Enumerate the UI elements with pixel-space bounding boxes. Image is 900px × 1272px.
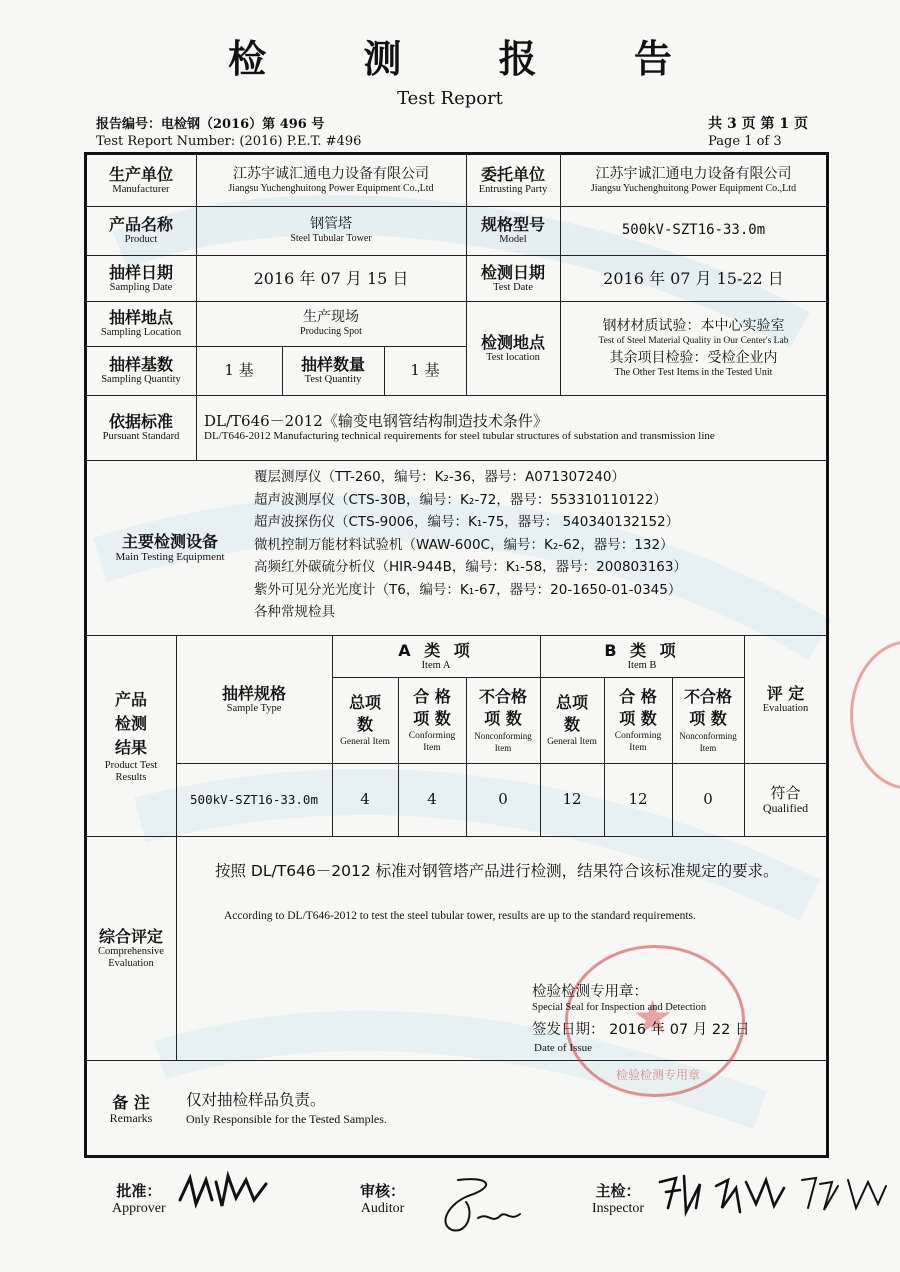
table-row xyxy=(176,763,332,836)
evaluation-header xyxy=(744,635,827,763)
entrusting-value-en: Jiangsu Yuchenghuitong Power Equipment Co.,Ltd xyxy=(590,182,797,194)
evaluation-value-cn: 符合 xyxy=(770,784,801,802)
sample-type-header-en: Sample Type xyxy=(226,702,282,714)
sampling-location-label-en: Sampling Location xyxy=(100,327,182,338)
report-number-cn: 报告编号：电检钢（2016）第 496 号 xyxy=(96,117,325,132)
sampling-location-value-cn: 生产现场 xyxy=(303,309,359,325)
model-value-text: 500kV-SZT16-33.0m xyxy=(621,222,766,238)
list-item: 紫外可见分光光度计（T6，编号：K₁-67，器号：20-1650-01-0345） xyxy=(254,581,682,598)
a-general-text: 4 xyxy=(360,790,370,808)
model-value xyxy=(560,206,827,255)
b-conforming-value xyxy=(604,763,672,836)
b-conforming-header-en: Conforming Item xyxy=(614,731,662,753)
standard-label xyxy=(86,395,196,460)
sampling-location-label xyxy=(86,301,196,346)
product-label xyxy=(86,206,196,255)
sampling-date-label-en: Sampling Date xyxy=(109,281,173,293)
b-nonconforming-header-cn: 不合格 项 数 xyxy=(683,687,732,728)
item-a-header-cn: A 类 项 xyxy=(398,640,474,660)
sampling-quantity-label-en: Sampling Quantity xyxy=(101,374,181,385)
test-location-label-cn: 检测地点 xyxy=(480,332,545,352)
evaluation-header-cn: 评 定 xyxy=(766,683,805,703)
product-value-en: Steel Tubular Tower xyxy=(290,233,372,244)
comprehensive-text-en: According to DL/T646-2012 to test the steel tubular tower, results are up to the standard requirements. xyxy=(224,910,696,922)
seal-label-cn: 检验检测专用章： xyxy=(532,984,648,1000)
entrusting-label-cn: 委托单位 xyxy=(480,164,545,184)
manufacturer-label-en: Manufacturer xyxy=(112,183,170,195)
entrusting-value xyxy=(560,154,827,206)
b-conforming-text: 12 xyxy=(628,790,648,808)
list-item: 微机控制万能材料试验机（WAW-600C，编号：K₂-62，器号：132） xyxy=(254,536,674,553)
report-title: 检 测 报 告 xyxy=(228,36,714,81)
standard-value-cn: DL/T646－2012《输变电钢管结构制造技术条件》 xyxy=(204,411,548,430)
b-conforming-header-cn: 合 格 项 数 xyxy=(619,687,657,728)
a-conforming-header-cn: 合 格 项 数 xyxy=(413,687,451,728)
comprehensive-label-cn: 综合评定 xyxy=(98,926,163,946)
inspector-block xyxy=(592,1180,644,1217)
item-a-header xyxy=(332,635,540,677)
entrusting-label xyxy=(466,154,560,206)
model-label xyxy=(466,206,560,255)
model-label-en: Model xyxy=(499,234,527,245)
equipment-list xyxy=(254,466,687,624)
seal-label-en: Special Seal for Inspection and Detection xyxy=(532,1002,707,1013)
a-general-header xyxy=(332,677,398,763)
remarks-label-cn: 备 注 xyxy=(112,1092,150,1112)
sampling-date-value xyxy=(196,255,466,301)
test-location-line2-en: The Other Test Items in the Tested Unit xyxy=(614,366,773,378)
item-b-header-en: Item B xyxy=(627,659,657,671)
a-nonconforming-header-en: Nonconforming Item xyxy=(474,731,532,753)
approver-signature xyxy=(176,1170,276,1220)
test-date-label xyxy=(466,255,560,301)
test-quantity-text: 1 基 xyxy=(410,361,440,379)
manufacturer-label-cn: 生产单位 xyxy=(108,164,173,184)
manufacturer-value xyxy=(196,154,466,206)
sampling-quantity-label xyxy=(86,346,196,395)
sample-type-header xyxy=(176,635,332,763)
entrusting-label-en: Entrusting Party xyxy=(478,183,548,195)
test-date-label-en: Test Date xyxy=(493,281,533,293)
auditor-label-en: Auditor xyxy=(360,1201,405,1216)
product-value xyxy=(196,206,466,255)
a-nonconforming-header xyxy=(466,677,540,763)
test-quantity-label xyxy=(282,346,384,395)
sampling-quantity-value xyxy=(196,346,282,395)
b-nonconforming-text: 0 xyxy=(703,790,713,808)
a-general-value xyxy=(332,763,398,836)
report-title-en: Test Report xyxy=(397,88,503,109)
list-item: 各种常规检具 xyxy=(254,604,335,620)
manufacturer-label xyxy=(86,154,196,206)
report-number-en: Test Report Number: (2016) P.E.T. #496 xyxy=(96,134,362,149)
test-quantity-value xyxy=(384,346,466,395)
manufacturer-value-cn: 江苏宇诚汇通电力设备有限公司 xyxy=(233,165,429,182)
row-divider xyxy=(86,836,827,837)
evaluation-header-en: Evaluation xyxy=(762,702,809,714)
auditor-block xyxy=(360,1180,405,1217)
approver-label-cn: 批准： xyxy=(116,1182,162,1200)
issue-date-en: Date of Issue xyxy=(534,1042,593,1054)
auditor-label-cn: 审核： xyxy=(360,1182,406,1200)
a-general-header-cn: 总项 数 xyxy=(348,693,381,734)
approver-block xyxy=(112,1180,166,1217)
inspector-label-cn: 主检： xyxy=(595,1182,641,1200)
remarks-text-en: Only Responsible for the Tested Samples. xyxy=(186,1112,387,1126)
remarks-label xyxy=(86,1060,176,1156)
inspector-label-en: Inspector xyxy=(592,1201,645,1216)
sampling-quantity-label-cn: 抽样基数 xyxy=(108,355,173,374)
a-nonconforming-text: 0 xyxy=(498,790,508,808)
b-general-text: 12 xyxy=(562,790,582,808)
product-label-cn: 产品名称 xyxy=(108,215,173,234)
test-location-line2-cn: 其余项目检验：受检企业内 xyxy=(609,349,778,366)
b-general-value xyxy=(540,763,604,836)
b-general-header-cn: 总项 数 xyxy=(555,693,588,734)
test-quantity-label-cn: 抽样数量 xyxy=(300,355,365,374)
equipment-label-cn: 主要检测设备 xyxy=(121,532,218,551)
test-location-label-en: Test location xyxy=(486,351,540,363)
sampling-date-text: 2016 年 07 月 15 日 xyxy=(253,268,409,288)
test-date-value xyxy=(560,255,827,301)
comprehensive-label xyxy=(86,836,176,1060)
standard-label-en: Pursuant Standard xyxy=(102,431,180,442)
sample-type-value: 500kV-SZT16-33.0m xyxy=(190,792,318,807)
page-counter-en: Page 1 of 3 xyxy=(708,134,782,149)
sampling-date-label xyxy=(86,255,196,301)
b-general-header xyxy=(540,677,604,763)
list-item: 超声波探伤仪（CTS-9006，编号：K₁-75，器号： 540340132152） xyxy=(254,514,680,530)
list-item: 覆层测厚仪（TT-260，编号：K₂-36，器号：A071307240） xyxy=(254,469,626,485)
evaluation-value-en: Qualified xyxy=(762,801,809,815)
test-location-label xyxy=(466,301,560,395)
a-conforming-header xyxy=(398,677,466,763)
equipment-label-en: Main Testing Equipment xyxy=(115,551,225,563)
seal-star-icon: ★ xyxy=(632,990,674,1044)
standard-value-en: DL/T646-2012 Manufacturing technical requirements for steel tubular structures of substation and transmission line xyxy=(204,429,715,442)
a-nonconforming-value xyxy=(466,763,540,836)
comprehensive-text-cn: 按照 DL/T646－2012 标准对钢管塔产品进行检测，结果符合该标准规定的要求。 xyxy=(215,862,779,880)
page-counter-cn: 共 3 页 第 1 页 xyxy=(708,116,808,132)
sampling-location-value-en: Producing Spot xyxy=(300,326,362,337)
sampling-location-value xyxy=(196,301,466,346)
b-nonconforming-header xyxy=(672,677,744,763)
comprehensive-label-en: Comprehensive Evaluation xyxy=(98,945,164,969)
auditor-signature xyxy=(428,1172,528,1242)
a-nonconforming-header-cn: 不合格 项 数 xyxy=(478,687,527,728)
sampling-quantity-text: 1 基 xyxy=(224,361,254,379)
b-nonconforming-header-en: Nonconforming Item xyxy=(679,731,737,753)
item-b-header xyxy=(540,635,744,677)
remarks-text-cn: 仅对抽检样品负责。 xyxy=(186,1091,326,1109)
b-nonconforming-value xyxy=(672,763,744,836)
results-label-cn: 产品 检测 结果 xyxy=(114,689,147,757)
results-label xyxy=(86,635,176,836)
test-date-text: 2016 年 07 月 15-22 日 xyxy=(603,268,784,288)
entrusting-value-cn: 江苏宇诚汇通电力设备有限公司 xyxy=(595,165,792,182)
test-date-label-cn: 检测日期 xyxy=(480,262,545,282)
issue-date-cn: 签发日期： 2016 年 07 月 22 日 xyxy=(532,1022,750,1038)
test-location-line1-en: Test of Steel Material Quality in Our Center's Lab xyxy=(598,335,789,346)
standard-value xyxy=(196,395,827,460)
a-conforming-value xyxy=(398,763,466,836)
remarks-label-en: Remarks xyxy=(109,1110,153,1125)
item-b-header-cn: B 类 项 xyxy=(604,640,680,660)
equipment-label xyxy=(86,460,254,635)
manufacturer-value-en: Jiangsu Yuchenghuitong Power Equipment Co.,Ltd xyxy=(228,182,434,194)
seal-text: 检验检测专用章 xyxy=(615,1068,700,1082)
a-conforming-text: 4 xyxy=(427,790,437,808)
product-label-en: Product xyxy=(124,234,158,245)
evaluation-value xyxy=(744,763,827,836)
item-a-header-en: Item A xyxy=(421,659,451,671)
report-number xyxy=(96,116,361,150)
inspector-signatures xyxy=(656,1168,892,1224)
a-general-header-en: General Item xyxy=(340,737,390,747)
test-quantity-label-en: Test Quantity xyxy=(304,374,362,385)
list-item: 超声波测厚仪（CTS-30B，编号：K₂-72，器号：553310110122） xyxy=(254,491,667,508)
test-location-line1-cn: 钢材材质试验：本中心实验室 xyxy=(602,317,785,334)
product-value-cn: 钢管塔 xyxy=(310,216,352,232)
list-item: 高频红外碳硫分析仪（HIR-944B，编号：K₁-58，器号：200803163） xyxy=(254,559,687,575)
b-conforming-header xyxy=(604,677,672,763)
model-label-cn: 规格型号 xyxy=(480,215,545,234)
page-counter xyxy=(708,116,808,150)
test-location-value xyxy=(560,301,827,395)
sample-type-header-cn: 抽样规格 xyxy=(221,683,286,703)
a-conforming-header-en: Conforming Item xyxy=(408,731,456,753)
sampling-date-label-cn: 抽样日期 xyxy=(108,262,173,282)
standard-label-cn: 依据标准 xyxy=(108,412,173,431)
results-label-en: Product Test Results xyxy=(104,759,158,783)
approver-label-en: Approver xyxy=(112,1201,166,1216)
sampling-location-label-cn: 抽样地点 xyxy=(108,308,173,327)
b-general-header-en: General Item xyxy=(547,737,597,747)
